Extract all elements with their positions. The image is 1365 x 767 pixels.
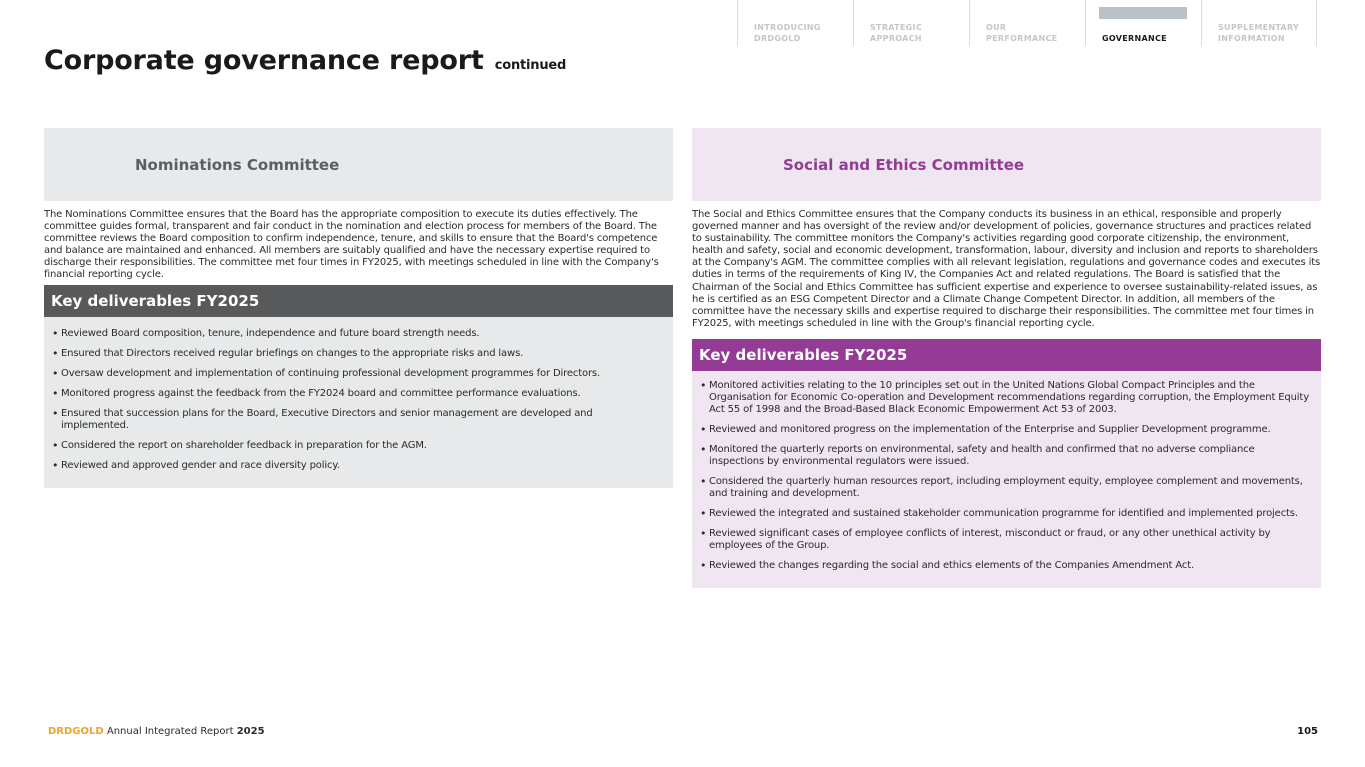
- nav-tab-label: STRATEGIC APPROACH: [870, 23, 922, 43]
- nominations-deliverables-bar: [44, 285, 673, 317]
- active-tab-indicator: [1099, 7, 1187, 19]
- list-item: • Reviewed Board composition, tenure, independence and future board strength needs.: [52, 328, 663, 340]
- nav-tab-label: SUPPLEMENTARY INFORMATION: [1218, 23, 1300, 43]
- section-nav: [737, 0, 1322, 46]
- footer-report-name: Annual Integrated Report: [106, 726, 234, 737]
- page-title-suffix: continued: [494, 58, 567, 73]
- social-ethics-intro: The Social and Ethics Committee ensures that the Company conducts its business in an ethical, responsible and properly governed manner and has oversight of the review and/or development of policies, governance structures and practices related to sustainability. The committee monitors the Company's activities regarding good corporate citizenship, the environment, health and safety, social and economic development, transformation, labour, diversity and inclusion and reports to shareholders at the Company's AGM. The committee complies with all relevant legislation, regulations and governance codes and executes its duties in terms of the requirements of King IV, the Companies Act and related regulations. The Board is satisfied that the Chairman of the Social and Ethics Committee has sufficient expertise and experience to oversee sustainability-related issues, as he is certified as an ESG Competent Director and a Climate Change Competent Director. In addition, all members of the committee have the necessary skills and expertise required to discharge their responsibilities. The committee met four times in FY2025, with meetings scheduled in line with the Group's financial reporting cycle.: [692, 209, 1321, 329]
- page-title: [44, 45, 566, 76]
- nav-tab-label: INTRODUCING DRDGOLD: [754, 23, 821, 43]
- list-item: • Reviewed significant cases of employee conflicts of interest, misconduct or fraud, or any other unethical activity by employees of the Group.: [700, 528, 1311, 552]
- list-item: • Considered the report on shareholder feedback in preparation for the AGM.: [52, 440, 663, 452]
- social-ethics-deliverables-list: [692, 371, 1321, 588]
- list-item: • Considered the quarterly human resources report, including employment equity, employee complement and movements, and training and development.: [700, 476, 1311, 500]
- page-number: 105: [1297, 726, 1318, 737]
- nominations-intro: The Nominations Committee ensures that the Board has the appropriate composition to execute its duties effectively. The committee guides formal, transparent and fair conduct in the nomination and election process for members of the Board. The committee reviews the Board composition to confirm independence, tenure, and skills to ensure that the Board's competence and balance are maintained and enhanced. All members are suitably qualified and have the necessary expertise required to discharge their responsibilities. The committee met four times in FY2025, with meetings scheduled in line with the Company's financial reporting cycle.: [44, 209, 659, 281]
- page-title-text: Corporate governance report: [44, 45, 484, 76]
- list-item: • Ensured that Directors received regular briefings on changes to the appropriate risks and laws.: [52, 348, 663, 360]
- social-ethics-heading: Social and Ethics Committee: [783, 155, 1025, 174]
- list-item: • Ensured that succession plans for the Board, Executive Directors and senior management are developed and implemented.: [52, 408, 663, 432]
- nominations-deliverables-title: Key deliverables FY2025: [51, 292, 260, 310]
- list-item: • Reviewed the integrated and sustained stakeholder communication programme for identified and implemented projects.: [700, 508, 1311, 520]
- nav-tab-governance[interactable]: [1085, 0, 1201, 46]
- social-ethics-deliverables-bar: [692, 339, 1321, 371]
- social-ethics-deliverables-title: Key deliverables FY2025: [699, 345, 908, 364]
- footer: [48, 726, 265, 737]
- nominations-committee-section: [44, 128, 673, 488]
- list-item: • Monitored activities relating to the 10 principles set out in the United Nations Global Compact Principles and the Organisation for Economic Co-operation and Development recommendations regarding corruption, the Employment Equity Act 55 of 1998 and the Broad-Based Black Economic Empowerment Act 53 of 2003.: [700, 380, 1311, 416]
- footer-brand: DRDGOLD: [48, 726, 104, 737]
- nav-tab-strategic-approach[interactable]: [853, 0, 969, 46]
- footer-year: 2025: [236, 726, 265, 737]
- nominations-header: [44, 128, 673, 201]
- social-ethics-committee-section: [692, 128, 1321, 588]
- nominations-heading: Nominations Committee: [135, 155, 340, 174]
- list-item: • Oversaw development and implementation of continuing professional development programmes for Directors.: [52, 368, 663, 380]
- nav-tab-supplementary-information[interactable]: [1201, 0, 1317, 46]
- nav-tab-introducing-drdgold[interactable]: [737, 0, 853, 46]
- list-item: • Monitored the quarterly reports on environmental, safety and health and confirmed that no adverse compliance inspections by environmental regulators were issued.: [700, 444, 1311, 468]
- social-ethics-header: [692, 128, 1321, 201]
- nominations-deliverables-list: [44, 317, 673, 488]
- nav-tab-label: OUR PERFORMANCE: [986, 23, 1058, 43]
- nav-tab-label: GOVERNANCE: [1102, 34, 1167, 43]
- nav-tab-our-performance[interactable]: [969, 0, 1085, 46]
- list-item: • Monitored progress against the feedback from the FY2024 board and committee performance evaluations.: [52, 388, 663, 400]
- list-item: • Reviewed and monitored progress on the implementation of the Enterprise and Supplier Development programme.: [700, 424, 1311, 436]
- list-item: • Reviewed and approved gender and race diversity policy.: [52, 460, 663, 472]
- list-item: • Reviewed the changes regarding the social and ethics elements of the Companies Amendment Act.: [700, 560, 1311, 572]
